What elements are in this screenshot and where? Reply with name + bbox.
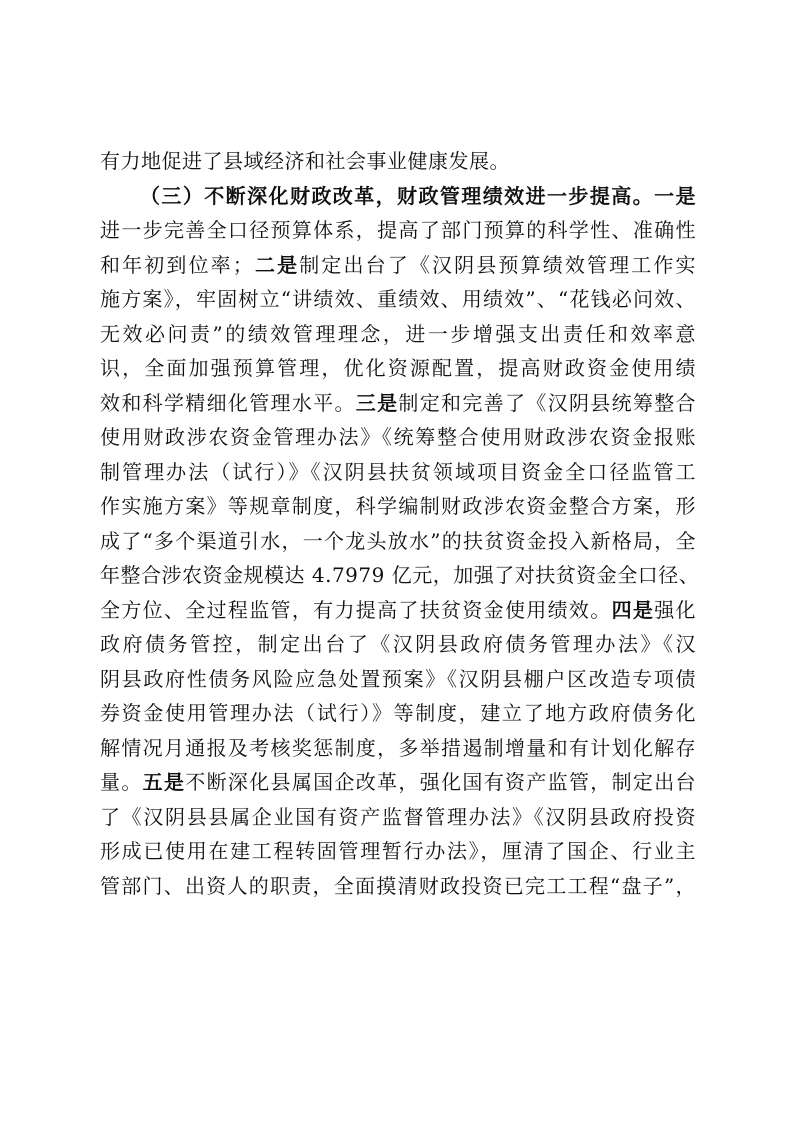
text-line — [100, 524, 696, 559]
text-line — [100, 282, 696, 317]
text-line — [100, 662, 696, 697]
text-segment: 年整合涉农资金规模达 4.7979 亿元，加强了对扶贫资金全口径、 — [100, 563, 700, 587]
text-line — [100, 248, 696, 283]
text-segment: 强化 — [654, 597, 697, 622]
text-line — [100, 455, 696, 490]
text-line — [100, 696, 696, 731]
text-line — [100, 869, 696, 904]
text-segment: 政府债务管控，制定出台了《汉阴县政府债务管理办法》《汉 — [100, 632, 696, 656]
text-segment: 制定和完善了《汉阴县统筹整合 — [398, 390, 697, 415]
text-segment: 券资金使用管理办法（试行）》等制度，建立了地方政府债务化 — [100, 701, 696, 725]
text-line — [100, 627, 696, 662]
bold-text-segment: 四是 — [611, 597, 655, 622]
text-line — [100, 489, 696, 524]
text-segment: 了《汉阴县县属企业国有资产监督管理办法》《汉阴县政府投资 — [100, 804, 696, 829]
text-line — [100, 765, 696, 800]
text-segment: 制管理办法（试行）》《汉阴县扶贫领域项目资金全口径监管工 — [100, 459, 696, 484]
text-segment: 量。 — [100, 770, 143, 794]
text-segment: 施方案》，牢固树立“讲绩效、重绩效、用绩效”、“花钱必问效、 — [100, 287, 696, 311]
text-segment: 效和科学精细化管理水平。 — [100, 390, 356, 415]
text-segment: 作实施方案》等规章制度，科学编制财政涉农资金整合方案，形 — [100, 494, 696, 518]
text-segment: 有力地促进了县域经济和社会事业健康发展。 — [100, 149, 510, 173]
text-line — [100, 731, 696, 766]
text-line — [100, 351, 696, 386]
text-segment: 无效必问责”的绩效管理理念，进一步增强支出责任和效率意 — [100, 321, 696, 346]
text-segment: 进一步完善全口径预算体系，提高了部门预算的科学性、准确性 — [100, 218, 696, 242]
text-segment: 管部门、出资人的职责，全面摸清财政投资已完工工程“盘子”， — [100, 873, 696, 898]
text-segment: 使用财政涉农资金管理办法》《统筹整合使用财政涉农资金报账 — [100, 425, 696, 449]
text-line — [100, 800, 696, 835]
bold-text-segment: （三）不断深化财政改革，财政管理绩效进一步提高。一是 — [140, 183, 696, 208]
text-line — [100, 213, 696, 248]
document-body — [100, 144, 700, 903]
text-segment: 解情况月通报及考核奖惩制度，多举措遏制增量和有计划化解存 — [100, 735, 696, 760]
text-segment: 不断深化县属国企改革，强化国有资产监管，制定出台 — [185, 770, 697, 794]
text-line — [100, 144, 696, 179]
text-line — [100, 386, 696, 421]
text-segment: 制定出台了《汉阴县预算绩效管理工作实 — [299, 252, 697, 277]
text-segment: 全方位、全过程监管，有力提高了扶贫资金使用绩效。 — [100, 597, 612, 622]
text-line — [100, 317, 696, 352]
text-segment: 形成已使用在建工程转固管理暂行办法》，厘清了国企、行业主 — [100, 839, 696, 863]
text-line — [100, 179, 696, 214]
text-line — [100, 834, 696, 869]
bold-text-segment: 三是 — [355, 390, 399, 415]
text-segment: 识，全面加强预算管理，优化资源配置，提高财政资金使用绩 — [100, 356, 696, 380]
text-line — [100, 420, 696, 455]
bold-text-segment: 五是 — [142, 770, 186, 794]
text-segment: 阴县政府性债务风险应急处置预案》《汉阴县棚户区改造专项债 — [100, 666, 696, 691]
text-segment: 成了“多个渠道引水，一个龙头放水”的扶贫资金投入新格局，全 — [100, 528, 696, 553]
bold-text-segment: 二是 — [253, 252, 300, 277]
text-segment: 和年初到位率； — [100, 252, 254, 277]
text-line — [100, 558, 700, 593]
text-line — [100, 593, 696, 628]
